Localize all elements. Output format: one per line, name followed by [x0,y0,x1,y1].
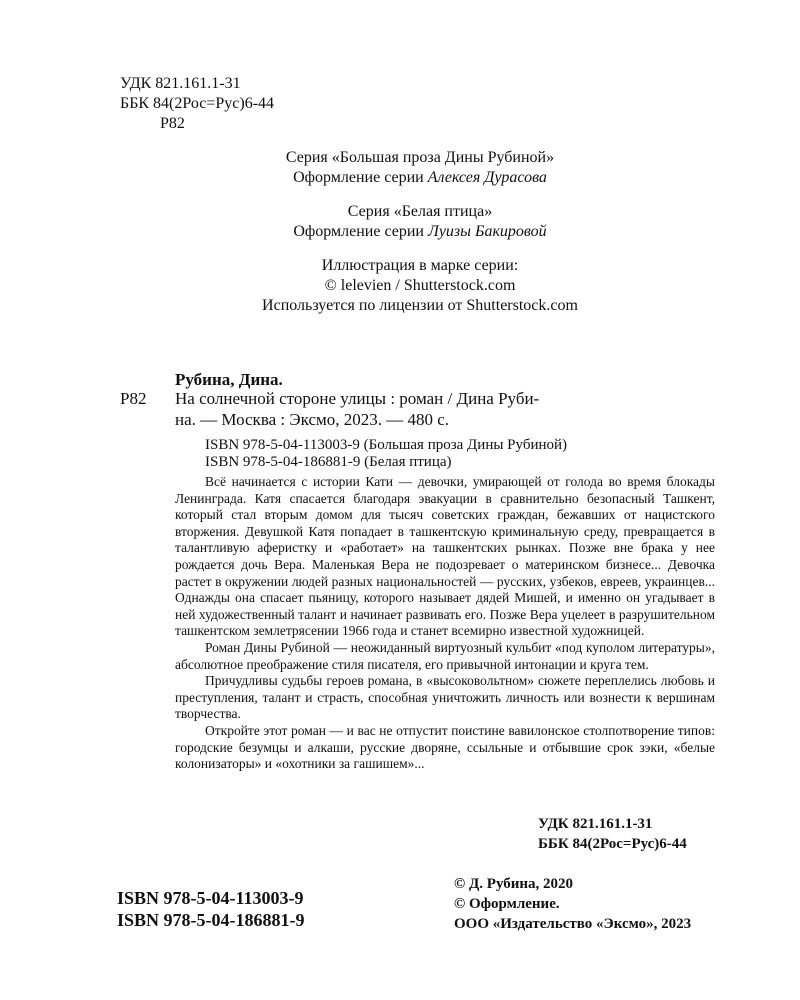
book-abstract [175,474,715,773]
udk-code: УДК 821.161.1-31 [538,816,653,832]
series-designer: Алексея Дурасова [427,169,547,186]
description-line: На солнечной стороне улицы : роман / Дина Руби- [175,389,540,408]
isbn-line: ISBN 978-5-04-186881-9 (Белая птица) [205,454,452,470]
catalog-code: Р82 [120,389,147,408]
copyright-notice [454,875,691,935]
copyright-line: ООО «Издательство «Эксмо», 2023 [454,916,692,932]
abstract-paragraph: Откройте этот роман — и вас не отпустит поистине вавилонское столпотворение типов: городские безумцы и алкаши, русские дворяне, ссыльные и отбывшие срок зэки, «белые колонизаторы» и «охотники за гашишем»... [175,722,715,772]
series-designer: Луизы Бакировой [427,223,547,240]
copyright-line: © Оформление. [454,896,560,912]
series-title: Серия «Большая проза Дины Рубиной» [285,149,555,166]
isbn-bottom [117,887,305,931]
isbn-line: ISBN 978-5-04-113003-9 (Большая проза Дины Рубиной) [205,437,568,453]
isbn-line: ISBN 978-5-04-113003-9 [117,888,304,908]
description-line: на. — Москва : Эксмо, 2023. — 480 с. [175,410,450,429]
catalog-author: Рубина, Дина. [175,370,283,389]
bbk-code: ББК 84(2Рос=Рус)6-44 [538,836,687,852]
abstract-paragraph: Всё начинается с истории Кати — девочки, умирающей от голода во время блокады Ленинграда. Катя спасается благодаря эвакуации в сравнительно безопасный Ташкент, который стал вторым домом для тысяч советских граждан, бежавших от нацистского вторжения. Девушкой Катя попадает в ташкентскую криминальную среду, превращается в талантливую аферистку и «работает» на ташкентских рынках. Позже вне брака у нее рождается дочь Вера. Маленькая Вера не подозревает о материнском бизнесе... Девочка растет в окружении людей разных национальностей — русских, узбеков, евреев, украинцев... Однажды она спасает пьяницу, которого называет дядей Мишей, и именно он угадывает в ней художественный талант и начинает развивать его. Позже Вера уцелеет в разрушительном ташкентском землетрясении 1966 года и станет всемирно известной художницей. [175,474,715,639]
series-design: Оформление серии Алексея Дурасова [293,169,547,186]
udk-code: УДК 821.161.1-31 [120,75,241,92]
copyright-line: © Д. Рубина, 2020 [454,876,574,892]
classification-codes-bottom [538,815,687,855]
catalog-isbn-list [205,436,567,470]
classification-codes-top [120,74,274,134]
series-design: Оформление серии Луизы Бакировой [293,223,547,240]
isbn-line: ISBN 978-5-04-186881-9 [117,910,305,930]
series-info [200,148,640,316]
catalog-description [175,389,715,431]
illustration-label: Иллюстрация в марке серии: [321,257,519,274]
bbk-code: ББК 84(2Рос=Рус)6-44 [120,95,275,112]
abstract-paragraph: Причудливы судьбы героев романа, в «высоковольтном» сюжете переплелись любовь и преступления, талант и страсть, способная уничтожить личность или вознести к вершинам творчества. [175,673,715,722]
series-title: Серия «Белая птица» [347,203,493,220]
author-mark: Р82 [160,115,185,132]
illustration-license: Используется по лицензии от Shutterstock.com [262,297,578,314]
illustration-credit: © lelevien / Shutterstock.com [324,277,516,294]
abstract-paragraph: Роман Дины Рубиной — неожиданный виртуозный кульбит «под куполом литературы», абсолютное преображение стиля писателя, его привычной интонации и круга тем. [175,639,715,672]
